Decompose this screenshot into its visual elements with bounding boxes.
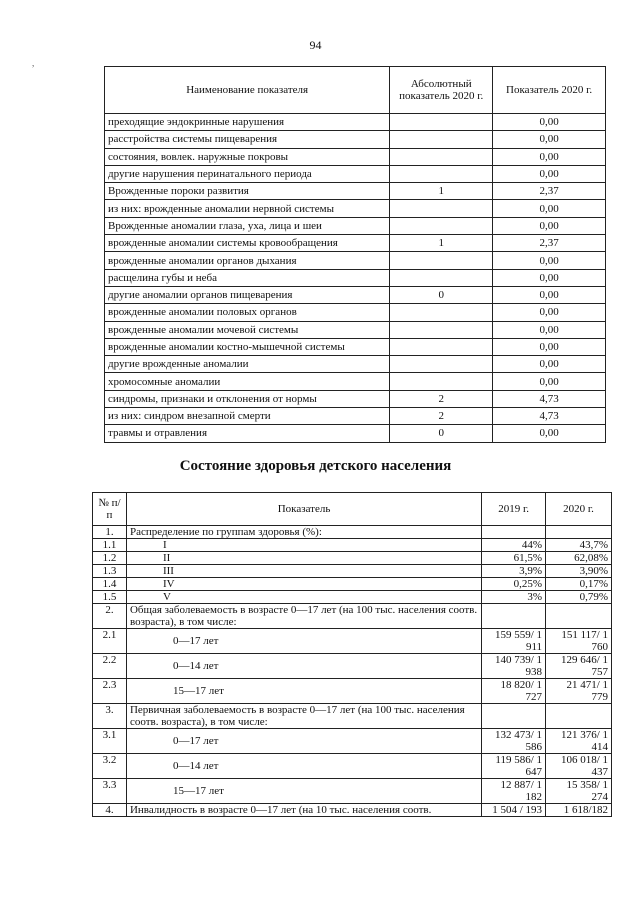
row-2019: 12 887/ 1 182 <box>482 779 546 804</box>
row-label: врожденные аномалии мочевой системы <box>105 321 390 338</box>
header-indicator-name: Наименование показателя <box>105 67 390 114</box>
table-header-row <box>93 493 612 526</box>
perinatal-indicators-table <box>104 66 606 443</box>
row-rate: 0,00 <box>493 321 606 338</box>
row-label: 0—14 лет <box>126 654 481 679</box>
row-rate: 0,00 <box>493 286 606 303</box>
table-row <box>93 729 612 754</box>
row-label: преходящие эндокринные нарушения <box>105 114 390 131</box>
row-label: из них: врожденные аномалии нервной системы <box>105 200 390 217</box>
table-row <box>105 252 606 269</box>
table-row <box>105 217 606 234</box>
table-row <box>105 356 606 373</box>
row-label: Врожденные аномалии глаза, уха, лица и шеи <box>105 217 390 234</box>
row-absolute <box>390 269 493 286</box>
row-2020: 121 376/ 1 414 <box>546 729 612 754</box>
row-2019: 3,9% <box>482 565 546 578</box>
row-2019: 1 504 / 193 <box>482 804 546 817</box>
row-label: состояния, вовлек. наружные покровы <box>105 148 390 165</box>
row-2019 <box>482 526 546 539</box>
row-2020: 0,17% <box>546 578 612 591</box>
row-rate: 0,00 <box>493 200 606 217</box>
row-rate: 0,00 <box>493 131 606 148</box>
row-label: Распределение по группам здоровья (%): <box>126 526 481 539</box>
row-2019: 140 739/ 1 938 <box>482 654 546 679</box>
row-label: из них: синдром внезапной смерти <box>105 408 390 425</box>
table-row <box>93 629 612 654</box>
row-2020: 106 018/ 1 437 <box>546 754 612 779</box>
table-row <box>105 269 606 286</box>
row-rate: 2,37 <box>493 235 606 252</box>
table-row <box>105 148 606 165</box>
row-2020 <box>546 604 612 629</box>
row-2020 <box>546 526 612 539</box>
row-number: 1.5 <box>93 591 127 604</box>
row-2020: 15 358/ 1 274 <box>546 779 612 804</box>
row-absolute <box>390 304 493 321</box>
table-row <box>105 408 606 425</box>
table-row <box>93 654 612 679</box>
table-row <box>93 526 612 539</box>
row-rate: 0,00 <box>493 304 606 321</box>
row-label: III <box>126 565 481 578</box>
row-number: 2.2 <box>93 654 127 679</box>
row-label: 15—17 лет <box>126 679 481 704</box>
table-row <box>93 539 612 552</box>
table-row <box>93 804 612 817</box>
table-row <box>93 704 612 729</box>
row-rate: 0,00 <box>493 217 606 234</box>
row-absolute <box>390 252 493 269</box>
row-label: IV <box>126 578 481 591</box>
row-absolute <box>390 338 493 355</box>
row-absolute <box>390 114 493 131</box>
row-absolute <box>390 321 493 338</box>
table-row <box>93 552 612 565</box>
row-label: Врожденные пороки развития <box>105 183 390 200</box>
row-label: 0—14 лет <box>126 754 481 779</box>
row-rate: 0,00 <box>493 252 606 269</box>
row-number: 4. <box>93 804 127 817</box>
table-row <box>105 165 606 182</box>
header-2020: 2020 г. <box>546 493 612 526</box>
row-absolute: 1 <box>390 235 493 252</box>
row-absolute <box>390 356 493 373</box>
row-absolute: 0 <box>390 286 493 303</box>
row-label: другие аномалии органов пищеварения <box>105 286 390 303</box>
table-row <box>93 754 612 779</box>
table-row <box>105 200 606 217</box>
row-2019: 61,5% <box>482 552 546 565</box>
table-row <box>93 565 612 578</box>
row-number: 1. <box>93 526 127 539</box>
row-label: II <box>126 552 481 565</box>
table-row <box>105 425 606 442</box>
row-number: 2. <box>93 604 127 629</box>
table-row <box>105 183 606 200</box>
row-2019: 159 559/ 1 911 <box>482 629 546 654</box>
row-label: Инвалидность в возрасте 0—17 лет (на 10 тыс. населения соотв. <box>126 804 481 817</box>
row-label: врожденные аномалии половых органов <box>105 304 390 321</box>
row-rate: 0,00 <box>493 165 606 182</box>
header-absolute: Абсолютный показатель 2020 г. <box>390 67 493 114</box>
row-label: другие врожденные аномалии <box>105 356 390 373</box>
row-number: 2.1 <box>93 629 127 654</box>
row-2019: 119 586/ 1 647 <box>482 754 546 779</box>
row-label: хромосомные аномалии <box>105 373 390 390</box>
row-2019: 18 820/ 1 727 <box>482 679 546 704</box>
row-label: 15—17 лет <box>126 779 481 804</box>
row-rate: 0,00 <box>493 269 606 286</box>
row-2019 <box>482 704 546 729</box>
table-row <box>93 578 612 591</box>
table-row <box>105 286 606 303</box>
child-health-table <box>92 492 612 817</box>
row-rate: 0,00 <box>493 373 606 390</box>
header-rate: Показатель 2020 г. <box>493 67 606 114</box>
row-absolute: 2 <box>390 390 493 407</box>
row-2020: 1 618/182 <box>546 804 612 817</box>
row-2020: 62,08% <box>546 552 612 565</box>
row-label: синдромы, признаки и отклонения от нормы <box>105 390 390 407</box>
table-row <box>105 338 606 355</box>
row-label: врожденные аномалии системы кровообращения <box>105 235 390 252</box>
section-title: Состояние здоровья детского населения <box>179 458 452 474</box>
table-row <box>93 679 612 704</box>
row-number: 3. <box>93 704 127 729</box>
row-rate: 0,00 <box>493 114 606 131</box>
row-label: Первичная заболеваемость в возрасте 0—17 лет (на 100 тыс. населения соотв. возраста), в том числе: <box>126 704 481 729</box>
table-row <box>105 373 606 390</box>
row-rate: 4,73 <box>493 390 606 407</box>
row-label: другие нарушения перинатального периода <box>105 165 390 182</box>
row-2020: 43,7% <box>546 539 612 552</box>
row-2019: 44% <box>482 539 546 552</box>
row-label: 0—17 лет <box>126 729 481 754</box>
row-rate: 0,00 <box>493 425 606 442</box>
row-label: травмы и отравления <box>105 425 390 442</box>
row-label: Общая заболеваемость в возрасте 0—17 лет (на 100 тыс. населения соотв. возраста), в том числе: <box>126 604 481 629</box>
row-label: I <box>126 539 481 552</box>
row-absolute <box>390 131 493 148</box>
scan-mark: , <box>32 58 35 68</box>
row-2020: 3,90% <box>546 565 612 578</box>
table-row <box>105 390 606 407</box>
row-2019 <box>482 604 546 629</box>
row-absolute <box>390 373 493 390</box>
table-row <box>105 114 606 131</box>
row-number: 2.3 <box>93 679 127 704</box>
row-rate: 0,00 <box>493 148 606 165</box>
table-header-row <box>105 67 606 114</box>
row-absolute: 1 <box>390 183 493 200</box>
table-row <box>93 604 612 629</box>
row-number: 3.1 <box>93 729 127 754</box>
header-indicator: Показатель <box>126 493 481 526</box>
table-row <box>105 235 606 252</box>
row-absolute <box>390 148 493 165</box>
row-absolute: 0 <box>390 425 493 442</box>
row-2020: 129 646/ 1 757 <box>546 654 612 679</box>
row-label: V <box>126 591 481 604</box>
row-2019: 3% <box>482 591 546 604</box>
row-2020 <box>546 704 612 729</box>
row-2020: 0,79% <box>546 591 612 604</box>
row-label: врожденные аномалии органов дыхания <box>105 252 390 269</box>
header-2019: 2019 г. <box>482 493 546 526</box>
row-absolute <box>390 200 493 217</box>
row-label: расщелина губы и неба <box>105 269 390 286</box>
row-rate: 4,73 <box>493 408 606 425</box>
row-label: врожденные аномалии костно-мышечной системы <box>105 338 390 355</box>
table-row <box>93 779 612 804</box>
row-rate: 0,00 <box>493 356 606 373</box>
row-absolute <box>390 217 493 234</box>
row-2020: 151 117/ 1 760 <box>546 629 612 654</box>
row-2019: 132 473/ 1 586 <box>482 729 546 754</box>
row-2019: 0,25% <box>482 578 546 591</box>
row-rate: 0,00 <box>493 338 606 355</box>
row-absolute: 2 <box>390 408 493 425</box>
row-absolute <box>390 165 493 182</box>
table-row <box>105 304 606 321</box>
table-row <box>93 591 612 604</box>
row-number: 1.3 <box>93 565 127 578</box>
row-2020: 21 471/ 1 779 <box>546 679 612 704</box>
row-number: 1.2 <box>93 552 127 565</box>
table-row <box>105 131 606 148</box>
row-rate: 2,37 <box>493 183 606 200</box>
row-number: 1.1 <box>93 539 127 552</box>
row-label: расстройства системы пищеварения <box>105 131 390 148</box>
header-number: № п/п <box>93 493 127 526</box>
row-number: 3.3 <box>93 779 127 804</box>
row-number: 3.2 <box>93 754 127 779</box>
table-row <box>105 321 606 338</box>
row-label: 0—17 лет <box>126 629 481 654</box>
row-number: 1.4 <box>93 578 127 591</box>
page-number: 94 <box>309 38 322 52</box>
